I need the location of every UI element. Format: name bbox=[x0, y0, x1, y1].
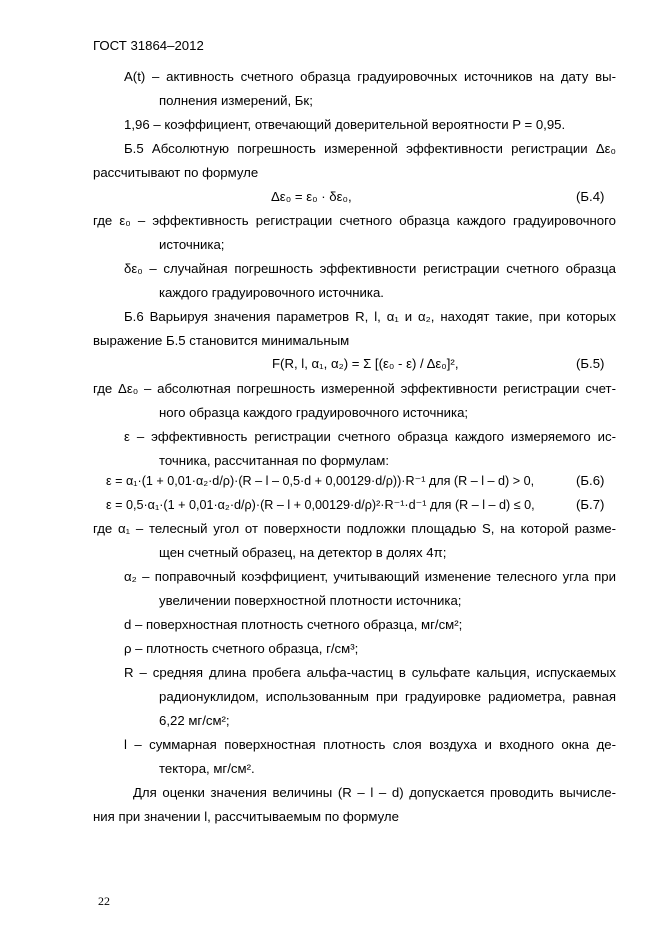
equation-number: (Б.5) bbox=[576, 356, 605, 371]
equation-number: (Б.7) bbox=[576, 497, 605, 512]
standard-header: ГОСТ 31864–2012 bbox=[93, 38, 204, 53]
text-line: где α₁ – телесный угол от поверхности подложки площадью S, на которой разме- bbox=[93, 521, 616, 536]
text-line: Б.6 Варьируя значения параметров R, l, α₁ и α₂, находят такие, при которых bbox=[124, 309, 616, 324]
text-line: где Δε₀ – абсолютная погрешность измеренной эффективности регистрации счет- bbox=[93, 381, 616, 396]
text-line: l – суммарная поверхностная плотность слоя воздуха и входного окна де- bbox=[124, 737, 616, 752]
text-line: Б.5 Абсолютную погрешность измеренной эффективности регистрации Δε₀ bbox=[124, 141, 616, 156]
formula: ε = α₁·(1 + 0,01·α₂·d/ρ)·(R – l – 0,5·d + 0,00129·d/ρ))·R⁻¹ для (R – l – d) > 0, bbox=[106, 474, 535, 488]
text-line: ε – эффективность регистрации счетного образца каждого измеряемого ис- bbox=[124, 429, 616, 444]
formula: ε = 0,5·α₁·(1 + 0,01·α₂·d/ρ)·(R – l + 0,00129·d/ρ)²·R⁻¹·d⁻¹ для (R – l – d) ≤ 0, bbox=[106, 498, 535, 512]
page-number: 22 bbox=[98, 894, 110, 908]
text-line: α₂ – поправочный коэффициент, учитывающий изменение телесного угла при bbox=[124, 569, 616, 584]
text-line: ρ – плотность счетного образца, г/см³; bbox=[124, 641, 359, 656]
text-line: Для оценки значения величины (R – l – d) допускается проводить вычисле- bbox=[133, 785, 616, 800]
text-line: ния при значении l, рассчитываемым по формуле bbox=[93, 809, 399, 824]
text-line: где ε₀ – эффективность регистрации счетного образца каждого градуировочного bbox=[93, 213, 616, 228]
text-line: источника; bbox=[159, 237, 225, 252]
text-line: точника, рассчитанная по формулам: bbox=[159, 453, 389, 468]
text-line: каждого градуировочного источника. bbox=[159, 285, 384, 300]
text-line: тектора, мг/см². bbox=[159, 761, 255, 776]
text-line: рассчитывают по формуле bbox=[93, 165, 259, 180]
text-line: δε₀ – случайная погрешность эффективности регистрации счетного образца bbox=[124, 261, 616, 276]
text-line: R – средняя длина пробега альфа-частиц в сульфате кальция, испускаемых bbox=[124, 665, 616, 680]
equation-number: (Б.4) bbox=[576, 189, 605, 204]
text-line: A(t) – активность счетного образца градуировочных источников на дату вы- bbox=[124, 69, 616, 84]
text-line: выражение Б.5 становится минимальным bbox=[93, 333, 350, 348]
text-line: радионуклидом, использованным при градуировке радиометра, равная bbox=[159, 689, 616, 704]
text-line: d – поверхностная плотность счетного образца, мг/см²; bbox=[124, 617, 463, 632]
equation-number: (Б.6) bbox=[576, 473, 605, 488]
text-line: ного образца каждого градуировочного источника; bbox=[159, 405, 469, 420]
text-line: 1,96 – коэффициент, отвечающий доверительной вероятности P = 0,95. bbox=[124, 117, 566, 132]
text-line: полнения измерений, Бк; bbox=[159, 93, 313, 108]
text-line: 6,22 мг/см²; bbox=[159, 713, 230, 728]
text-line: увеличении поверхностной плотности источника; bbox=[159, 593, 462, 608]
text-line: щен счетный образец, на детектор в долях 4π; bbox=[159, 545, 447, 560]
formula: Δε₀ = ε₀ · δε₀, bbox=[271, 189, 352, 204]
formula: F(R, l, α₁, α₂) = Σ [(ε₀ - ε) / Δε₀]², bbox=[272, 356, 459, 371]
